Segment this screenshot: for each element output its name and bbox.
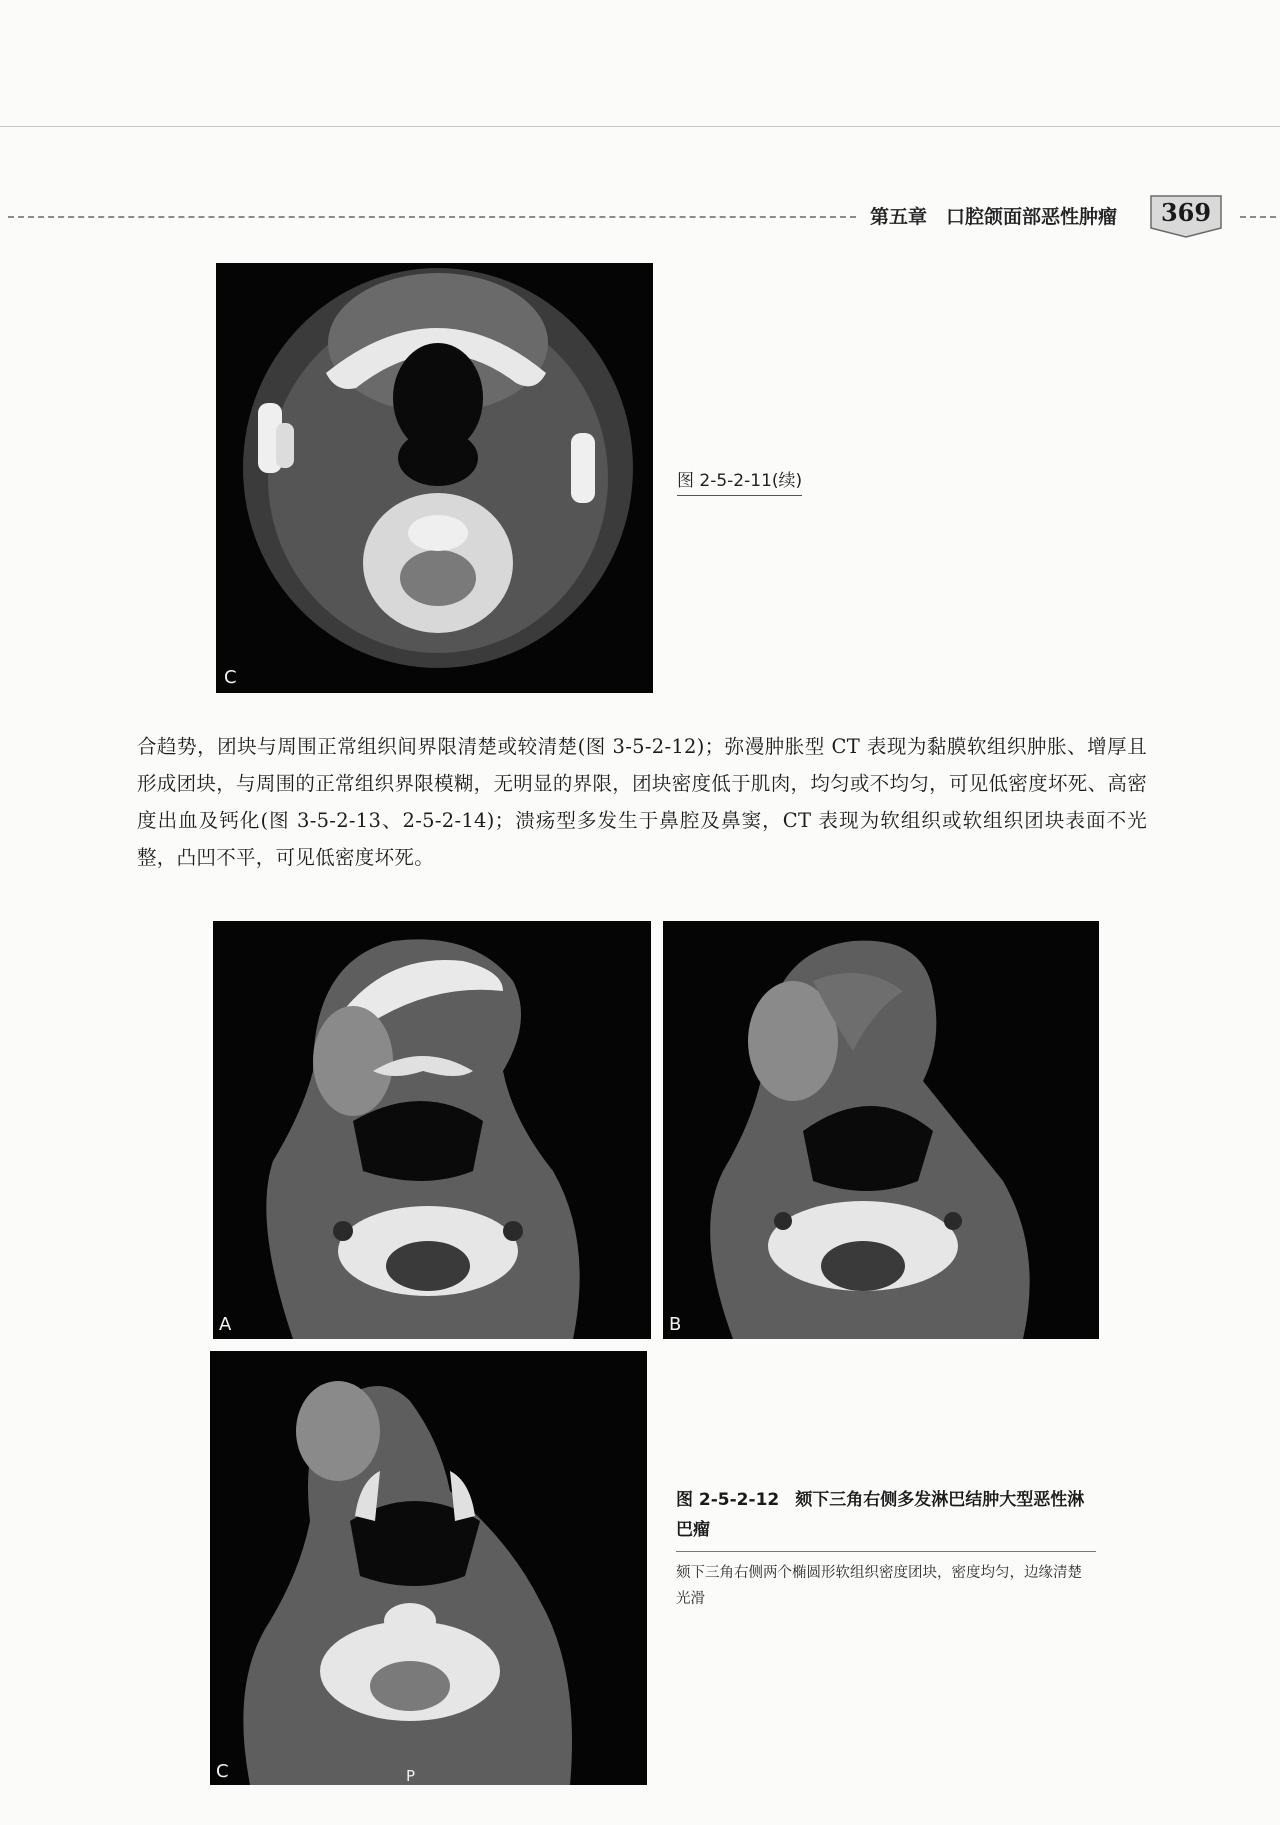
page-top-rule [0, 126, 1280, 127]
caption-number: 图 2-5-2-12 [676, 1490, 780, 1510]
running-head [0, 198, 1280, 238]
header-dashed-rule-left [8, 216, 856, 218]
panel-letter-c: C [224, 667, 237, 688]
ct-scan-figure-2-5-2-11c [216, 263, 653, 693]
header-dashed-rule-right [1240, 216, 1276, 218]
caption-rule [676, 1551, 1096, 1552]
figure-label-2-5-2-11: 图 2-5-2-11(续) [677, 466, 802, 496]
ct-scan-image [210, 1351, 647, 1785]
ct-scan-image [663, 921, 1099, 1339]
figure-caption-2-5-2-12 [676, 1485, 1096, 1612]
panel-letter-c: C [216, 1761, 229, 1782]
ct-scan-panel-a [213, 921, 651, 1339]
ct-scan-panel-c [210, 1351, 647, 1785]
caption-title-text: 颏下三角右侧多发淋巴结肿大型恶性淋巴瘤 [676, 1490, 1085, 1540]
page-number-tab [1147, 194, 1225, 238]
ct-scan-image [216, 263, 653, 693]
ct-scan-panel-b [663, 921, 1099, 1339]
caption-title [676, 1485, 1096, 1545]
chapter-title: 第五章 口腔颌面部恶性肿瘤 [870, 206, 1118, 228]
caption-description: 颏下三角右侧两个椭圆形软组织密度团块，密度均匀，边缘清楚光滑 [676, 1565, 1082, 1607]
body-paragraph: 合趋势，团块与周围正常组织间界限清楚或较清楚(图 3-5-2-12)；弥漫肿胀型 CT 表现为黏膜软组织肿胀、增厚且形成团块，与周围的正常组织界限模糊，无明显的界限，团块密度低于肌肉，均匀或不均匀，可见低密度坏死、高密度出血及钙化(图 3-5-2-13、2-5-2-14)；溃疡型多发生于鼻腔及鼻窦，CT 表现为软组织或软组织团块表面不光整，凸凹不平，可见低密度坏死。 [137, 735, 1147, 869]
ct-scan-image [213, 921, 651, 1339]
page-number: 369 [1160, 198, 1212, 227]
panel-letter-a: A [219, 1314, 232, 1335]
panel-letter-b: B [669, 1314, 682, 1335]
marker-p: P [406, 1767, 416, 1785]
